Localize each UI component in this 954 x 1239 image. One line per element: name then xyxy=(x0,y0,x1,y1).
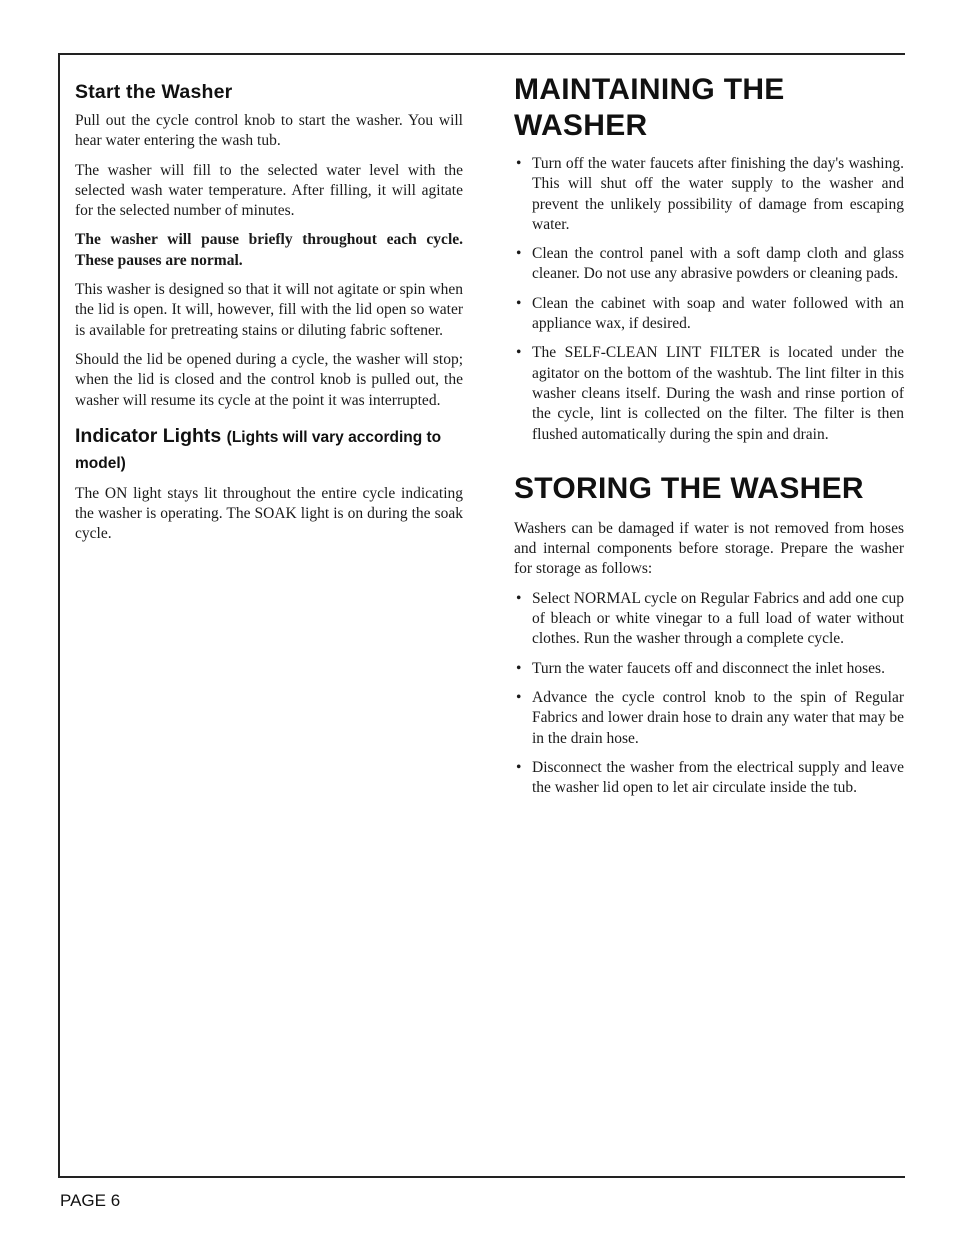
maintaining-list xyxy=(514,154,904,445)
start-washer-body xyxy=(75,111,463,411)
page-number: PAGE 6 xyxy=(60,1191,121,1210)
page-border-bottom xyxy=(58,1176,905,1178)
bullet-icon: • xyxy=(516,758,522,776)
bullet-icon: • xyxy=(516,589,522,607)
bullet-icon: • xyxy=(516,245,522,263)
list-item-text: The SELF-CLEAN LINT FILTER is located under the agitator on the bottom of the washtub. The lint filter in this washer cleans itself. During the wash and rinse portion of the cycle, lint is collected on the filter. The filter is then flushed automatically during the spin and drain. xyxy=(532,344,904,443)
storing-body xyxy=(514,519,904,799)
start-paragraph: Should the lid be opened during a cycle, the washer will stop; when the lid is closed and the control knob is pulled out, the washer will resume its cycle at the point it was interrupted. xyxy=(75,350,463,409)
list-item xyxy=(514,154,904,235)
maintaining-heading xyxy=(514,72,904,144)
list-item-text: Disconnect the washer from the electrical supply and leave the washer lid open to let air circulate inside the tub. xyxy=(532,758,904,797)
list-item xyxy=(514,589,904,650)
page-border-left xyxy=(58,53,60,1177)
pause-note: The washer will pause briefly throughout each cycle. These pauses are normal. xyxy=(75,231,463,269)
maintaining-heading-line2: WASHER xyxy=(514,109,648,142)
list-item-text: Clean the cabinet with soap and water followed with an appliance wax, if desired. xyxy=(532,294,904,333)
list-item xyxy=(514,758,904,799)
list-item xyxy=(514,343,904,444)
bullet-icon: • xyxy=(516,659,522,677)
indicator-lights-body xyxy=(75,484,463,545)
list-item xyxy=(514,659,904,679)
start-washer-heading: Start the Washer xyxy=(75,81,233,103)
left-column xyxy=(75,80,463,554)
bullet-icon: • xyxy=(516,155,522,172)
start-paragraph: The washer will fill to the selected water level with the selected wash water temperature. After filling, it will agitate for the selected number of minutes. xyxy=(75,161,463,220)
bullet-icon: • xyxy=(516,294,522,312)
storing-list xyxy=(514,589,904,799)
list-item-text: Clean the control panel with a soft damp cloth and glass cleaner. Do not use any abrasive powders or cleaning pads. xyxy=(532,245,904,283)
list-item xyxy=(514,688,904,749)
list-item-text: Turn off the water faucets after finishing the day's washing. This will shut off the water supply to the washer and prevent the unlikely possibility of damage from escaping water. xyxy=(532,155,904,233)
indicator-lights-subtitle: (Lights will vary according to model) xyxy=(75,428,442,472)
list-item xyxy=(514,294,904,335)
start-paragraph: This washer is designed so that it will not agitate or spin when the lid is open. It will, however, fill with the lid open so water is available for pretreating stains or diluting fabric softener. xyxy=(75,281,463,339)
storing-heading: STORING THE WASHER xyxy=(514,471,864,505)
list-item xyxy=(514,244,904,285)
indicator-paragraph: The ON light stays lit throughout the entire cycle indicating the washer is operating. The SOAK light is on during the soak cycle. xyxy=(75,484,463,543)
storing-intro: Washers can be damaged if water is not removed from hoses and internal components before storage. Prepare the washer for storage as follows: xyxy=(514,519,904,578)
start-paragraph: Pull out the cycle control knob to start the washer. You will hear water entering the wash tub. xyxy=(75,112,463,150)
bullet-icon: • xyxy=(516,344,522,362)
maintaining-heading-line1: MAINTAINING THE xyxy=(514,73,785,106)
page-border-top xyxy=(58,53,905,55)
list-item-text: Advance the cycle control knob to the spin of Regular Fabrics and lower drain hose to drain any water that may be in the drain hose. xyxy=(532,688,904,747)
list-item-text: Turn the water faucets off and disconnect the inlet hoses. xyxy=(532,659,885,677)
bullet-icon: • xyxy=(516,688,522,706)
indicator-lights-heading xyxy=(75,424,463,476)
list-item-text: Select NORMAL cycle on Regular Fabrics and add one cup of bleach or white vinegar to a full load of water without clothes. Run the washer through a complete cycle. xyxy=(532,589,904,648)
indicator-lights-title: Indicator Lights xyxy=(75,424,222,447)
right-column xyxy=(514,72,904,807)
